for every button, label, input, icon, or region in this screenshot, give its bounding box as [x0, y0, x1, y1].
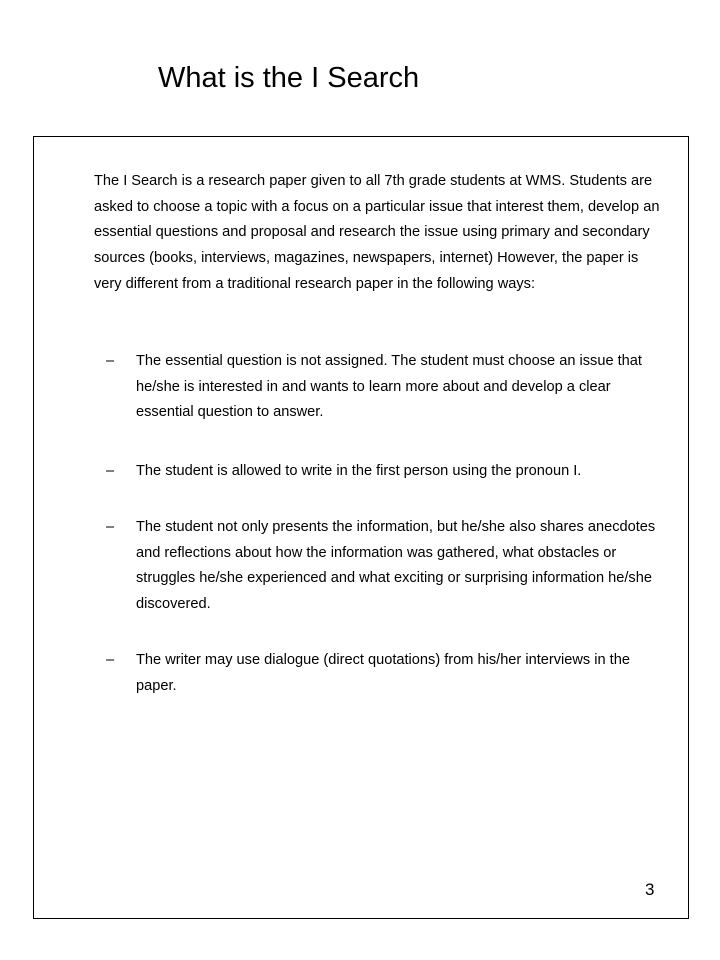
list-item-text: The writer may use dialogue (direct quotations) from his/her interviews in the paper. — [136, 652, 630, 694]
page-title: What is the I Search — [158, 62, 420, 94]
list-item — [106, 459, 666, 485]
intro-paragraph: The I Search is a research paper given to all 7th grade students at WMS. Students are asked to choose a topic with a focus on a particular issue that interest them, develop an essential questions and proposal and research the issue using primary and secondary sources (books, interviews, magazines, newspapers, internet) However, the paper is very different from a traditional research paper in the following ways: — [94, 173, 660, 292]
list-item — [106, 349, 666, 426]
dash-bullet-icon: – — [106, 353, 115, 369]
dash-bullet-icon: – — [106, 652, 115, 668]
page-number: 3 — [645, 880, 655, 899]
dash-bullet-icon: – — [106, 519, 115, 535]
list-item-text: The student is allowed to write in the first person using the pronoun I. — [136, 463, 582, 479]
list-item-text: The student not only presents the information, but he/she also shares anecdotes and reflections about how the information was gathered, what obstacles or struggles he/she experienced and what exciting or surprising information he/she discovered. — [136, 519, 656, 613]
list-item — [106, 515, 666, 618]
dash-bullet-icon: – — [106, 463, 115, 479]
list-item — [106, 648, 666, 699]
list-item-text: The essential question is not assigned. The student must choose an issue that he/she is interested in and wants to learn more about and develop a clear essential question to answer. — [136, 353, 642, 421]
content-box — [33, 136, 689, 919]
